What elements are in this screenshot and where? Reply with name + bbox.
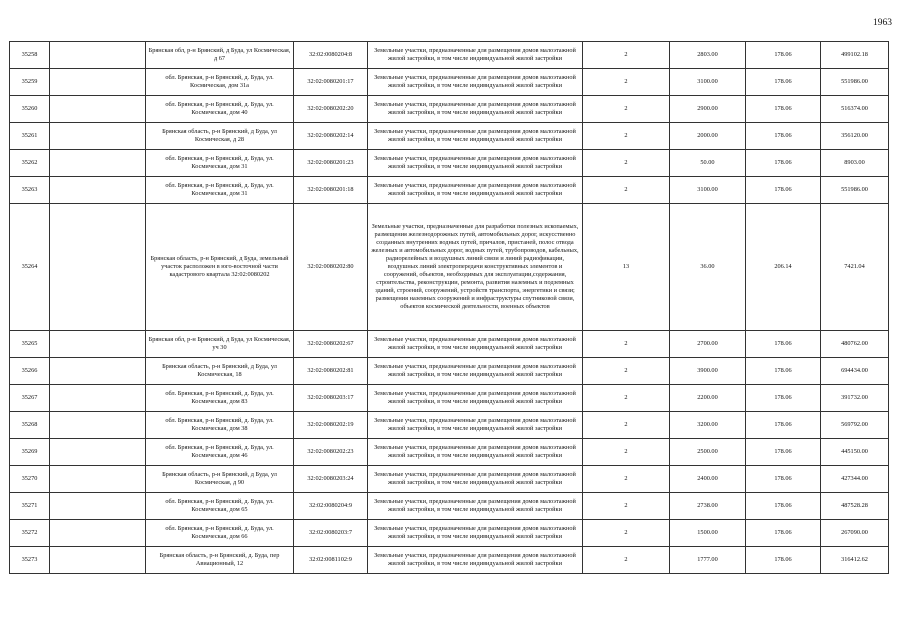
row-number-cell: 35263 <box>10 177 50 204</box>
area-cell: 2738.00 <box>670 493 746 520</box>
cadastral-number-cell: 32:02:0080203:7 <box>294 520 368 547</box>
area-cell: 2200.00 <box>670 385 746 412</box>
address-cell: обл. Брянская, р-н Брянский, д. Буда, ул. Космическая, дом 38 <box>146 412 294 439</box>
group-code-cell: 2 <box>583 466 670 493</box>
group-code-cell: 2 <box>583 96 670 123</box>
blank-cell <box>50 331 146 358</box>
blank-cell <box>50 96 146 123</box>
row-number-cell: 35262 <box>10 150 50 177</box>
specific-value-cell: 178.06 <box>746 42 821 69</box>
area-cell: 2400.00 <box>670 466 746 493</box>
cadastral-number-cell: 32:02:0080202:67 <box>294 331 368 358</box>
land-use-cell: Земельные участки, предназначенные для размещения домов малоэтажной жилой застройки, в том числе индивидуальной жилой застройки <box>368 358 583 385</box>
blank-cell <box>50 439 146 466</box>
group-code-cell: 2 <box>583 439 670 466</box>
cadastral-number-cell: 32:02:0080202:20 <box>294 96 368 123</box>
cadastral-value-cell: 551986.00 <box>821 177 889 204</box>
land-use-cell: Земельные участки, предназначенные для разработки полезных ископаемых, размещения железнодорожных путей, автомобильных дорог, искусственно созданных внутренних водных путей, причалов, пристаней, полос отвода железных и автомобильных дорог, водных путей, трубопроводов, кабельных, радиорелейных и воздушных линий связи и линий радиофикации, воздушных линий электропередачи конструктивных элементов и сооружений, объектов, необходимых для эксплуатации,содержания, строительства, реконструкции, ремонта, развития наземных и подземных зданий, строений, сооружений, устройств транспорта, энергетики и связи; размещения наземных сооружений и инфраструктуры спутниковой связи, объектов космической деятельности, военных объектов <box>368 204 583 331</box>
cadastral-value-cell: 445150.00 <box>821 439 889 466</box>
cadastral-number-cell: 32:02:0080201:23 <box>294 150 368 177</box>
specific-value-cell: 178.06 <box>746 439 821 466</box>
group-code-cell: 2 <box>583 150 670 177</box>
address-cell: обл. Брянская, р-н Брянский, д. Буда, ул. Космическая, дом 31 <box>146 150 294 177</box>
cadastral-number-cell: 32:02:0081102:9 <box>294 547 368 574</box>
land-use-cell: Земельные участки, предназначенные для размещения домов малоэтажной жилой застройки, в том числе индивидуальной жилой застройки <box>368 123 583 150</box>
register-body <box>10 42 889 574</box>
area-cell: 1777.00 <box>670 547 746 574</box>
row-number-cell: 35265 <box>10 331 50 358</box>
row-number-cell: 35273 <box>10 547 50 574</box>
cadastral-value-cell: 427344.00 <box>821 466 889 493</box>
area-cell: 3100.00 <box>670 69 746 96</box>
land-use-cell: Земельные участки, предназначенные для размещения домов малоэтажной жилой застройки, в том числе индивидуальной жилой застройки <box>368 439 583 466</box>
address-cell: обл. Брянская, р-н Брянский, д. Буда, ул. Космическая, дом 40 <box>146 96 294 123</box>
address-cell: обл. Брянская, р-н Брянский, д. Буда, ул. Космическая, дом 31а <box>146 69 294 96</box>
blank-cell <box>50 150 146 177</box>
cadastral-value-cell: 7421.04 <box>821 204 889 331</box>
land-use-cell: Земельные участки, предназначенные для размещения домов малоэтажной жилой застройки, в том числе индивидуальной жилой застройки <box>368 385 583 412</box>
cadastral-number-cell: 32:02:0080204:9 <box>294 493 368 520</box>
specific-value-cell: 178.06 <box>746 69 821 96</box>
blank-cell <box>50 358 146 385</box>
land-use-cell: Земельные участки, предназначенные для размещения домов малоэтажной жилой застройки, в том числе индивидуальной жилой застройки <box>368 412 583 439</box>
group-code-cell: 2 <box>583 412 670 439</box>
table-row <box>10 466 889 493</box>
area-cell: 2900.00 <box>670 96 746 123</box>
area-cell: 50.00 <box>670 150 746 177</box>
cadastral-value-cell: 480762.00 <box>821 331 889 358</box>
cadastral-number-cell: 32:02:0080204:8 <box>294 42 368 69</box>
address-cell: обл. Брянская, р-н Брянский, д. Буда, ул. Космическая, дом 66 <box>146 520 294 547</box>
group-code-cell: 2 <box>583 177 670 204</box>
specific-value-cell: 178.06 <box>746 466 821 493</box>
table-row <box>10 96 889 123</box>
blank-cell <box>50 466 146 493</box>
row-number-cell: 35269 <box>10 439 50 466</box>
table-row <box>10 493 889 520</box>
land-use-cell: Земельные участки, предназначенные для размещения домов малоэтажной жилой застройки, в том числе индивидуальной жилой застройки <box>368 547 583 574</box>
cadastral-value-cell: 356120.00 <box>821 123 889 150</box>
cadastral-number-cell: 32:02:0080201:17 <box>294 69 368 96</box>
cadastral-number-cell: 32:02:0080202:19 <box>294 412 368 439</box>
page-number: 1963 <box>873 18 892 28</box>
area-cell: 3900.00 <box>670 358 746 385</box>
cadastral-value-cell: 516374.00 <box>821 96 889 123</box>
specific-value-cell: 178.06 <box>746 331 821 358</box>
address-cell: Брянская обл, р-н Брянский, д Буда, ул Космическая, уч 30 <box>146 331 294 358</box>
table-row <box>10 69 889 96</box>
address-cell: обл. Брянская, р-н Брянский, д. Буда, ул. Космическая, дом 83 <box>146 385 294 412</box>
land-use-cell: Земельные участки, предназначенные для размещения домов малоэтажной жилой застройки, в том числе индивидуальной жилой застройки <box>368 493 583 520</box>
land-use-cell: Земельные участки, предназначенные для размещения домов малоэтажной жилой застройки, в том числе индивидуальной жилой застройки <box>368 150 583 177</box>
table-row <box>10 123 889 150</box>
blank-cell <box>50 177 146 204</box>
specific-value-cell: 178.06 <box>746 150 821 177</box>
specific-value-cell: 178.06 <box>746 493 821 520</box>
blank-cell <box>50 123 146 150</box>
table-row <box>10 520 889 547</box>
specific-value-cell: 178.06 <box>746 123 821 150</box>
group-code-cell: 2 <box>583 385 670 412</box>
blank-cell <box>50 69 146 96</box>
row-number-cell: 35264 <box>10 204 50 331</box>
cadastral-number-cell: 32:02:0080202:81 <box>294 358 368 385</box>
blank-cell <box>50 520 146 547</box>
group-code-cell: 2 <box>583 493 670 520</box>
table-row <box>10 385 889 412</box>
specific-value-cell: 178.06 <box>746 358 821 385</box>
area-cell: 2500.00 <box>670 439 746 466</box>
table-row <box>10 42 889 69</box>
group-code-cell: 2 <box>583 123 670 150</box>
specific-value-cell: 178.06 <box>746 520 821 547</box>
cadastral-number-cell: 32:02:0080202:14 <box>294 123 368 150</box>
cadastral-value-cell: 316412.62 <box>821 547 889 574</box>
area-cell: 2803.00 <box>670 42 746 69</box>
address-cell: Брянская область, р-н Брянский, д Буда, ул Космическая, д 90 <box>146 466 294 493</box>
address-cell: обл. Брянская, р-н Брянский, д. Буда, ул. Космическая, дом 31 <box>146 177 294 204</box>
address-cell: Брянская обл, р-н Брянский, д Буда, ул Космическая, д 67 <box>146 42 294 69</box>
area-cell: 36.00 <box>670 204 746 331</box>
group-code-cell: 13 <box>583 204 670 331</box>
land-use-cell: Земельные участки, предназначенные для размещения домов малоэтажной жилой застройки, в том числе индивидуальной жилой застройки <box>368 520 583 547</box>
row-number-cell: 35267 <box>10 385 50 412</box>
specific-value-cell: 206.14 <box>746 204 821 331</box>
group-code-cell: 2 <box>583 547 670 574</box>
row-number-cell: 35266 <box>10 358 50 385</box>
row-number-cell: 35259 <box>10 69 50 96</box>
table-row <box>10 547 889 574</box>
cadastral-value-cell: 391732.00 <box>821 385 889 412</box>
land-use-cell: Земельные участки, предназначенные для размещения домов малоэтажной жилой застройки, в том числе индивидуальной жилой застройки <box>368 69 583 96</box>
address-cell: Брянская область, р-н Брянский, д Буда, ул Космическая, 18 <box>146 358 294 385</box>
blank-cell <box>50 42 146 69</box>
blank-cell <box>50 547 146 574</box>
cadastral-value-cell: 569792.00 <box>821 412 889 439</box>
area-cell: 3100.00 <box>670 177 746 204</box>
row-number-cell: 35272 <box>10 520 50 547</box>
row-number-cell: 35261 <box>10 123 50 150</box>
row-number-cell: 35268 <box>10 412 50 439</box>
specific-value-cell: 178.06 <box>746 385 821 412</box>
blank-cell <box>50 385 146 412</box>
group-code-cell: 2 <box>583 69 670 96</box>
cadastral-value-cell: 8903.00 <box>821 150 889 177</box>
table-row <box>10 412 889 439</box>
address-cell: Брянская область, р-н Брянский, д Буда, земельный участок расположен в юго-восточной части кадастрового квартала 32:02:0080202 <box>146 204 294 331</box>
row-number-cell: 35258 <box>10 42 50 69</box>
blank-cell <box>50 204 146 331</box>
cadastral-value-cell: 487528.28 <box>821 493 889 520</box>
cadastral-number-cell: 32:02:0080201:18 <box>294 177 368 204</box>
land-use-cell: Земельные участки, предназначенные для размещения домов малоэтажной жилой застройки, в том числе индивидуальной жилой застройки <box>368 466 583 493</box>
table-row <box>10 358 889 385</box>
group-code-cell: 2 <box>583 358 670 385</box>
cadastral-value-cell: 551986.00 <box>821 69 889 96</box>
table-row <box>10 331 889 358</box>
cadastral-number-cell: 32:02:0080202:23 <box>294 439 368 466</box>
specific-value-cell: 178.06 <box>746 547 821 574</box>
row-number-cell: 35270 <box>10 466 50 493</box>
table-row <box>10 150 889 177</box>
area-cell: 3200.00 <box>670 412 746 439</box>
cadastral-value-cell: 499102.18 <box>821 42 889 69</box>
cadastral-value-cell: 694434.00 <box>821 358 889 385</box>
cadastral-number-cell: 32:02:0080203:17 <box>294 385 368 412</box>
land-use-cell: Земельные участки, предназначенные для размещения домов малоэтажной жилой застройки, в том числе индивидуальной жилой застройки <box>368 96 583 123</box>
land-use-cell: Земельные участки, предназначенные для размещения домов малоэтажной жилой застройки, в том числе индивидуальной жилой застройки <box>368 177 583 204</box>
address-cell: обл. Брянская, р-н Брянский, д. Буда, ул. Космическая, дом 46 <box>146 439 294 466</box>
specific-value-cell: 178.06 <box>746 412 821 439</box>
row-number-cell: 35260 <box>10 96 50 123</box>
land-use-cell: Земельные участки, предназначенные для размещения домов малоэтажной жилой застройки, в том числе индивидуальной жилой застройки <box>368 42 583 69</box>
blank-cell <box>50 412 146 439</box>
group-code-cell: 2 <box>583 520 670 547</box>
land-use-cell: Земельные участки, предназначенные для размещения домов малоэтажной жилой застройки, в том числе индивидуальной жилой застройки <box>368 331 583 358</box>
table-row <box>10 439 889 466</box>
cadastral-number-cell: 32:02:0080203:24 <box>294 466 368 493</box>
row-number-cell: 35271 <box>10 493 50 520</box>
cadastral-number-cell: 32:02:0080202:80 <box>294 204 368 331</box>
address-cell: Брянская область, р-н Брянский, д Буда, ул Космическая, д 28 <box>146 123 294 150</box>
cadastral-register-table <box>9 41 889 574</box>
area-cell: 1500.00 <box>670 520 746 547</box>
area-cell: 2000.00 <box>670 123 746 150</box>
table-row <box>10 177 889 204</box>
address-cell: обл. Брянская, р-н Брянский, д. Буда, ул. Космическая, дом 65 <box>146 493 294 520</box>
area-cell: 2700.00 <box>670 331 746 358</box>
address-cell: Брянская область, р-н Брянский, д. Буда, пер Авиационный, 12 <box>146 547 294 574</box>
group-code-cell: 2 <box>583 331 670 358</box>
specific-value-cell: 178.06 <box>746 177 821 204</box>
cadastral-value-cell: 267090.00 <box>821 520 889 547</box>
group-code-cell: 2 <box>583 42 670 69</box>
blank-cell <box>50 493 146 520</box>
specific-value-cell: 178.06 <box>746 96 821 123</box>
table-row <box>10 204 889 331</box>
